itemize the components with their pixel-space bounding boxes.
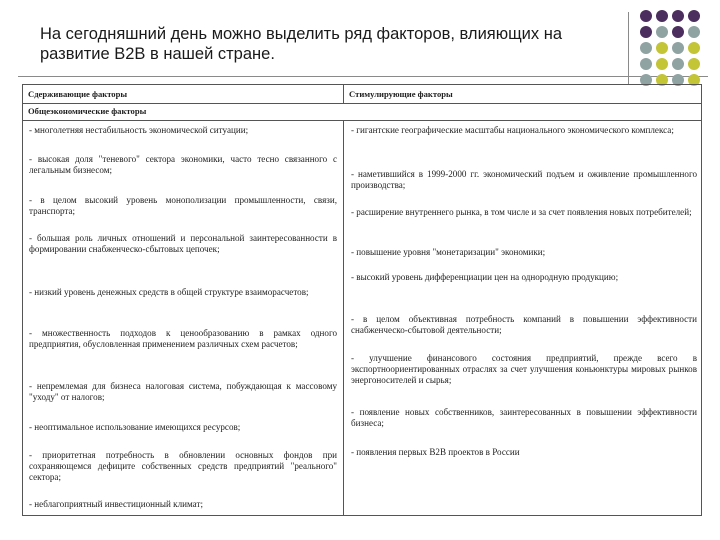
header-restraining-factors: Сдерживающие факторы bbox=[28, 89, 128, 99]
decor-dot bbox=[656, 58, 668, 70]
decor-dot bbox=[640, 26, 652, 38]
header-stimulating-factors: Стимулирующие факторы bbox=[349, 89, 453, 99]
decor-dot bbox=[688, 10, 700, 22]
decor-dot bbox=[688, 58, 700, 70]
decor-dot bbox=[672, 58, 684, 70]
decor-dot bbox=[656, 26, 668, 38]
decor-dot bbox=[688, 42, 700, 54]
restraining-factor-item: - множественность подходов к ценообразованию в рамках одного предприятия, обусловленная применением различных схем расчетов; bbox=[29, 328, 337, 349]
factors-table bbox=[22, 84, 702, 516]
restraining-factor-item: - непремлемая для бизнеса налоговая система, побуждающая к массовому "уходу" от налогов; bbox=[29, 381, 337, 402]
restraining-factor-item: - неоптимальное использование имеющихся ресурсов; bbox=[29, 422, 241, 432]
decor-vertical-line bbox=[628, 12, 629, 84]
decor-dot bbox=[672, 10, 684, 22]
restraining-factor-item: - низкий уровень денежных средств в общей структуре взаиморасчетов; bbox=[29, 287, 309, 297]
restraining-factor-item: - в целом высокий уровень монополизации промышленности, связи, транспорта; bbox=[29, 195, 337, 216]
decor-dot bbox=[640, 10, 652, 22]
decor-dot bbox=[656, 42, 668, 54]
stimulating-factor-item: - высокий уровень дифференциации цен на однородную продукцию; bbox=[351, 272, 619, 282]
stimulating-factor-item: - улучшение финансового состояния предприятий, прежде всего в экспортноориентированных отраслях за счет улучшения коньюнктуры мировых рынков энергоносителей и сырья; bbox=[351, 353, 697, 385]
restraining-factor-item: - приоритетная потребность в обновлении основных фондов при сохраняющемся дефиците собственных средств предприятий "реального" сектора; bbox=[29, 450, 337, 482]
slide-title: На сегодняшний день можно выделить ряд факторов, влияющих на развитие B2B в нашей стране. bbox=[40, 25, 563, 63]
decor-dot bbox=[640, 58, 652, 70]
restraining-factor-item: - многолетняя нестабильность экономической ситуации; bbox=[29, 125, 249, 135]
stimulating-factor-item: - в целом объективная потребность компаний в повышении эффективности снабженческо-сбытовой деятельности; bbox=[351, 314, 697, 335]
column-divider bbox=[343, 120, 344, 515]
decor-dot bbox=[672, 26, 684, 38]
subheader-general-economic: Общеэкономические факторы bbox=[28, 106, 147, 116]
table-header-row bbox=[23, 85, 701, 104]
stimulating-factor-item: - расширение внутреннего рынка, в том числе и за счет появления новых потребителей; bbox=[351, 207, 692, 217]
table-subheader-row bbox=[23, 103, 701, 121]
stimulating-factor-item: - гигантские географические масштабы национального экономического комплекса; bbox=[351, 125, 674, 135]
decor-dot bbox=[640, 42, 652, 54]
decor-horizontal-line bbox=[18, 76, 708, 77]
header-divider bbox=[343, 85, 344, 103]
decor-dot bbox=[672, 42, 684, 54]
decor-dot-grid bbox=[640, 10, 720, 90]
restraining-factor-item: - неблагоприятный инвестиционный климат; bbox=[29, 499, 203, 509]
decor-dot bbox=[656, 10, 668, 22]
restraining-factor-item: - высокая доля "теневого" сектора экономики, часто тесно связанного с легальным бизнесом; bbox=[29, 154, 337, 175]
stimulating-factor-item: - повышение уровня "монетаризации" экономики; bbox=[351, 247, 546, 257]
stimulating-factor-item: - появления первых B2B проектов в России bbox=[351, 447, 520, 457]
decor-dot bbox=[688, 26, 700, 38]
stimulating-factor-item: - наметившийся в 1999-2000 гг. экономический подъем и оживление промышленного производства; bbox=[351, 169, 697, 190]
stimulating-factor-item: - появление новых собственников, заинтересованных в повышении эффективности бизнеса; bbox=[351, 407, 697, 428]
restraining-factor-item: - большая роль личных отношений и персональной заинтересованности в формировании снабженческо-сбытовых цепочек; bbox=[29, 233, 337, 254]
